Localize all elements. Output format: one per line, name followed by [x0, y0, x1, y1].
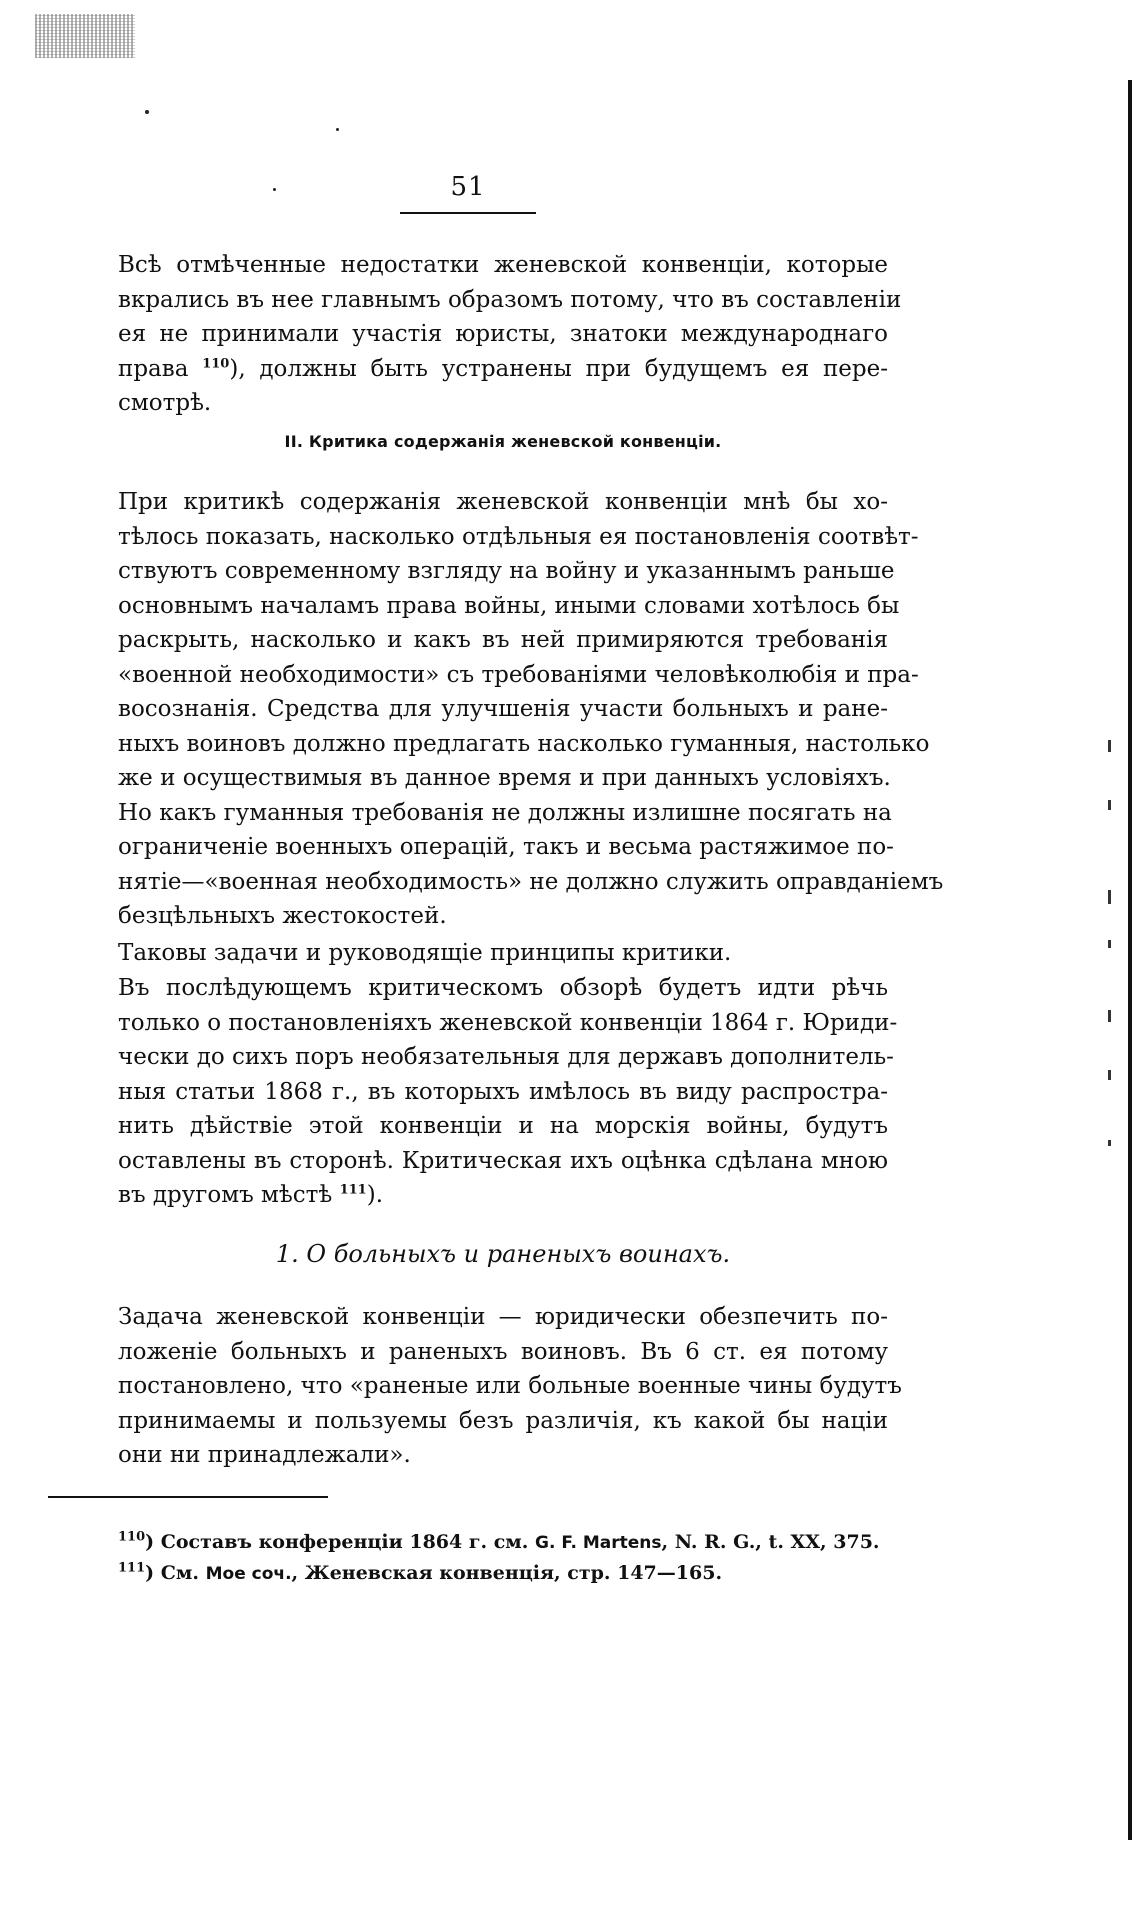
- scan-speck: [273, 188, 276, 191]
- paragraph-review: [118, 971, 898, 1213]
- text-line: Въ послѣдующемъ критическомъ обзорѣ будетъ идти рѣчь: [118, 975, 888, 1001]
- text-line: принимаемы и пользуемы безъ различія, къ какой бы націи: [118, 1407, 888, 1434]
- text-fragment: права: [118, 355, 189, 382]
- text-fragment: ), должны быть устранены при будущемъ ея пере-: [229, 355, 888, 382]
- footnote-text: , N. R. G., t. XX, 375.: [661, 1531, 880, 1553]
- text-line: Таковы задачи и руководящіе принципы критики.: [118, 940, 732, 966]
- text-line: восознанія. Средства для улучшенія участи больныхъ и ране-: [118, 696, 888, 722]
- text-line: нить дѣйствіе этой конвенціи и на морскія войны, будутъ: [118, 1113, 888, 1139]
- text-line: оставлены въ сторонѣ. Критическая ихъ оцѣнка сдѣлана мною: [118, 1147, 888, 1174]
- text-line-with-ref: [118, 1178, 888, 1213]
- text-line: они ни принадлежали».: [118, 1442, 411, 1468]
- paragraph-intro: [118, 248, 902, 421]
- text-line-with-ref: [118, 352, 888, 387]
- text-fragment: ).: [366, 1182, 384, 1208]
- footnote-separator: [48, 1496, 328, 1498]
- text-line: безцѣльныхъ жестокостей.: [118, 903, 447, 929]
- paragraph-critique: [118, 485, 944, 934]
- footnote-author: G. F. Martens: [535, 1533, 662, 1553]
- paragraph-task: [118, 1300, 902, 1473]
- footnote-mark: 111: [118, 1560, 146, 1576]
- footnote-text: , Женевская конвенція, стр. 147—165.: [291, 1562, 723, 1584]
- footnote-text: ) Составъ конференціи 1864 г. см.: [145, 1531, 536, 1553]
- footnote-author: Мое соч.: [205, 1564, 292, 1584]
- text-line: основнымъ началамъ права войны, иными словами хотѣлось бы: [118, 592, 900, 619]
- page-number: 51: [450, 172, 486, 202]
- footnote-ref-111: 111: [339, 1182, 367, 1198]
- text-line: ныхъ воиновъ должно предлагать насколько гуманныя, настолько: [118, 730, 930, 757]
- text-line: ныя статьи 1868 г., въ которыхъ имѣлось въ виду распростра-: [118, 1078, 888, 1105]
- text-line: же и осуществимыя въ данное время и при данныхъ условіяхъ.: [118, 765, 891, 791]
- text-line: ствуютъ современному взгляду на войну и указаннымъ раньше: [118, 558, 895, 584]
- page-number-rule: [400, 212, 536, 214]
- text-line: Но какъ гуманныя требованія не должны излишне посягать на: [118, 799, 892, 826]
- scan-speck: [336, 128, 339, 131]
- footnotes: [118, 1527, 888, 1589]
- text-line: ея не принимали участія юристы, знатоки международнаго: [118, 321, 888, 347]
- page-edge-line: [1128, 80, 1132, 1840]
- text-fragment: въ другомъ мѣстѣ: [118, 1182, 333, 1208]
- text-line: «военной необходимости» съ требованіями человѣколюбія и пра-: [118, 661, 919, 688]
- text-line: вкрались въ нее главнымъ образомъ потому, что въ составленіи: [118, 286, 902, 313]
- footnote-text: ) См.: [145, 1562, 206, 1584]
- paragraph-tasks: [118, 936, 888, 971]
- scan-noise-artifact: [35, 14, 135, 58]
- footnote-mark: 110: [118, 1529, 146, 1545]
- scan-speck: [145, 110, 149, 114]
- text-line: раскрыть, насколько и какъ въ ней примиряются требованія: [118, 627, 888, 653]
- text-line: Задача женевской конвенціи — юридически обезпечить по-: [118, 1304, 888, 1330]
- text-line: При критикѣ содержанія женевской конвенціи мнѣ бы хо-: [118, 489, 888, 515]
- text-line: ограниченіе военныхъ операцій, такъ и весьма растяжимое по-: [118, 834, 894, 860]
- footnote-ref-110: 110: [202, 355, 230, 371]
- footnote-110: [118, 1527, 888, 1558]
- text-line: Всѣ отмѣченные недостатки женевской конвенціи, которые: [118, 252, 888, 278]
- text-line: нятіе—«военная необходимость» не должно служить оправданіемъ: [118, 868, 944, 895]
- text-line: постановлено, что «раненые или больные военные чины будутъ: [118, 1373, 902, 1399]
- text-line: чески до сихъ поръ необязательныя для державъ дополнитель-: [118, 1044, 894, 1070]
- subsection-heading: 1. О больныхъ и раненыхъ воинахъ.: [275, 1240, 731, 1268]
- footnote-111: [118, 1558, 888, 1589]
- page-edge-marks: [1108, 740, 1122, 1160]
- text-line: тѣлось показать, насколько отдѣльныя ея постановленія соотвѣт-: [118, 523, 919, 550]
- text-line: смотрѣ.: [118, 390, 212, 416]
- section-heading: II. Критика содержанія женевской конвенціи.: [284, 432, 722, 451]
- text-line: только о постановленіяхъ женевской конвенціи 1864 г. Юриди-: [118, 1009, 898, 1036]
- text-line: ложеніе больныхъ и раненыхъ воиновъ. Въ 6 ст. ея потому: [118, 1338, 888, 1365]
